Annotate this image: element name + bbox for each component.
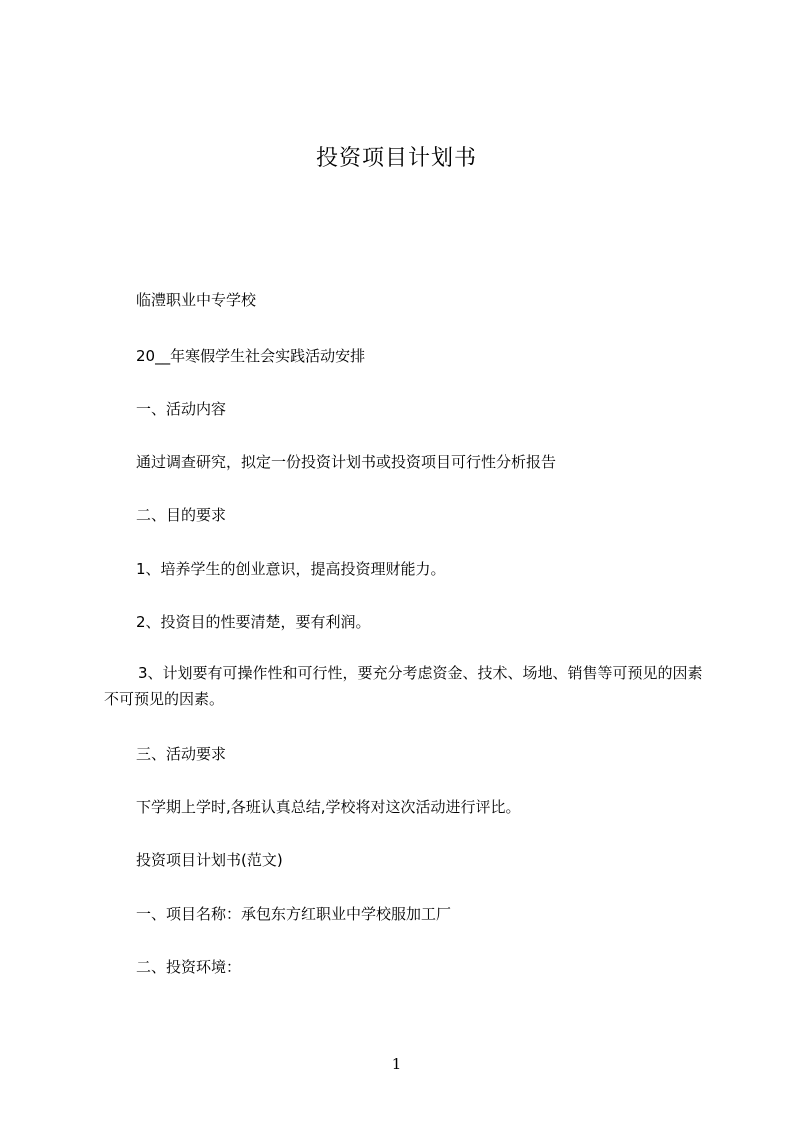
heading-activity-content: 一、活动内容 [136,400,227,418]
paragraph-objective-2: 2、投资目的性要清楚，要有利润。 [136,613,371,631]
heading-objectives: 二、目的要求 [136,506,227,524]
paragraph-investment-environment: 二、投资环境： [136,958,242,976]
paragraph-objective-1: 1、培养学生的创业意识，提高投资理财能力。 [136,560,446,578]
paragraph-activity-content: 通过调查研究，拟定一份投资计划书或投资项目可行性分析报告 [136,453,557,471]
paragraph-sample-title: 投资项目计划书(范文) [136,851,283,869]
paragraph-objective-3: 3、计划要有可操作性和可行性，要充分考虑资金、技术、场地、销售等可预见的因素不可预见的因素。 [104,664,703,708]
document-title: 投资项目计划书 [315,146,477,171]
paragraph-project-name: 一、项目名称：承包东方红职业中学校服加工厂 [136,905,452,923]
heading-activity-requirements: 三、活动要求 [136,745,227,763]
paragraph-activity-plan: 20__年寒假学生社会实践活动安排 [136,347,366,365]
paragraph-school: 临澧职业中专学校 [136,291,257,309]
page-number: 1 [391,1055,402,1073]
paragraph-requirements: 下学期上学时,各班认真总结,学校将对这次活动进行评比。 [136,798,521,816]
